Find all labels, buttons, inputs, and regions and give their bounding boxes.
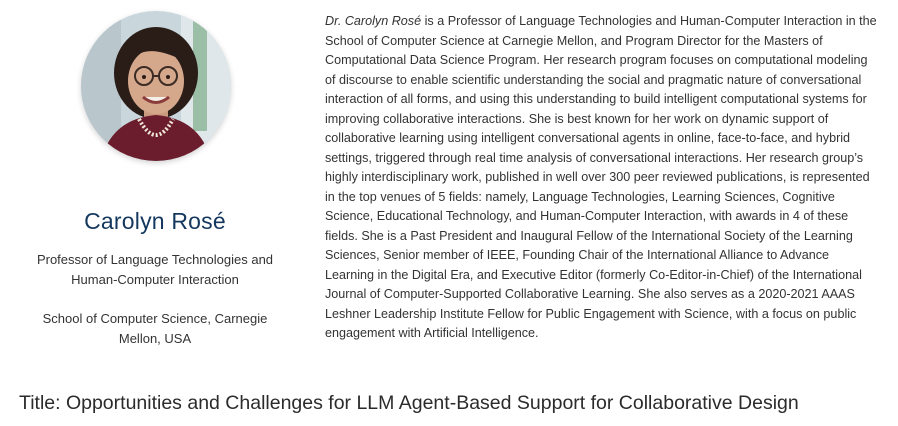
speaker-name: Carolyn Rosé <box>84 208 226 234</box>
speaker-portrait-image <box>81 11 231 161</box>
bio-lead-name: Dr. Carolyn Rosé <box>325 14 422 28</box>
speaker-role: Professor of Language Technologies and Human-Computer Interaction <box>36 252 274 287</box>
bio-text: is a Professor of Language Technologies and Human-Computer Interaction in the School of Computer Science at Carnegie Mellon, and Program Director for the Masters of Computational Data Science Program. Her research program focuses on computational modeling of discourse to enable scientific understanding the social and pragmatic nature of conversational interaction of all forms, and using this understanding to build intelligent computational systems for improving collaborative interactions. She is best known for her work on dynamic support of collaborative learning using intelligent conversational agents in online, face-to-face, and hybrid settings, triggered through real time analysis of conversational interactions. Her research group’s highly interdisciplinary work, published in well over 300 peer reviewed publications, is represented in the top venues of 5 fields: namely, Language Technologies, Learning Sciences, Cognitive Science, Educational Technology, and Human-Computer Interaction, with awards in 4 of these fields. She is a Past President and Inaugural Fellow of the International Society of the Learning Sciences, Senior member of IEEE, Founding Chair of the International Alliance to Advance Learning in the Digital Era, and Executive Editor (formerly Co-Editor-in-Chief) of the International Journal of Computer-Supported Collaborative Learning. She also serves as a 2020-2021 AAAS Leshner Leadership Institute Fellow for Public Engagement with Science, with a focus on public engagement with Artificial Intelligence. <box>325 14 877 340</box>
talk-title: Title: Opportunities and Challenges for LLM Agent-Based Support for Collaborative Design <box>19 392 799 414</box>
speaker-bio <box>325 12 881 344</box>
speaker-affiliation: School of Computer Science, Carnegie Mellon, USA <box>42 311 268 346</box>
speaker-photo <box>81 11 231 161</box>
